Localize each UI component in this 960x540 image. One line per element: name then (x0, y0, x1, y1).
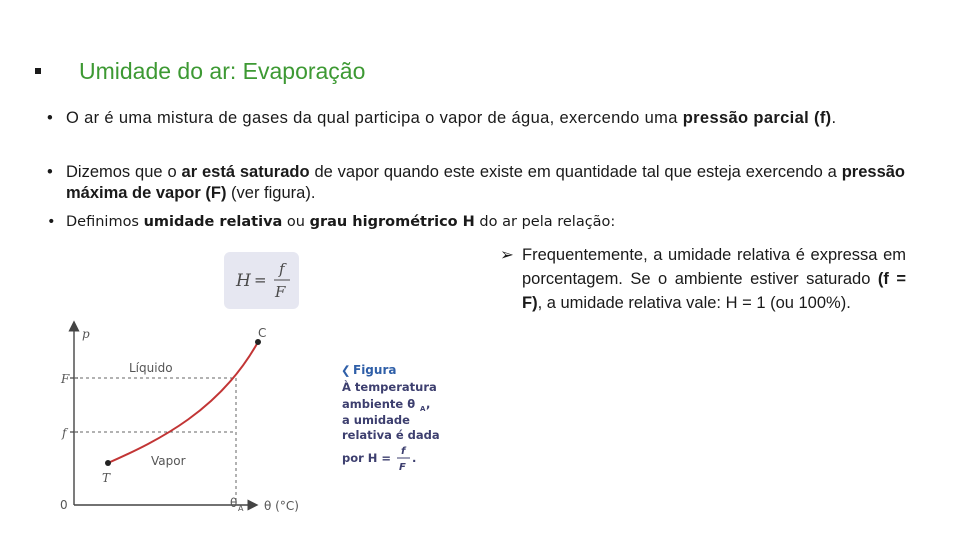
caption-line-5: por H = (342, 451, 392, 465)
tick-f-label: f (62, 426, 67, 440)
bold-term: ar está saturado (181, 163, 310, 181)
caption-marker-icon: ❮ (341, 363, 351, 377)
thetaA-label: θ (230, 496, 238, 510)
tick-F-label: F (61, 372, 70, 386)
caption-end: . (412, 451, 417, 465)
bold-term: pressão parcial (f) (682, 109, 832, 127)
bullet-3: • Definimos umidade relativa ou grau higrométrico H do ar pela relação: (47, 212, 905, 233)
formula-equals: = (254, 271, 267, 289)
formula-denominator: F (275, 283, 286, 301)
caption-numerator: f (401, 446, 406, 457)
origin-label: 0 (60, 498, 68, 512)
side-note: ➢ Frequentemente, a umidade relativa é expressa em porcentagem. Se o ambiente estiver saturado (f = F), a umidade relativa vale: H = 1 (ou 100%). (500, 243, 906, 315)
bold-term: pressão máxima de vapor (F) (66, 163, 906, 202)
bullet-dot: • (47, 214, 56, 230)
formula-h: H (236, 271, 251, 291)
label-T: T (102, 471, 111, 485)
caption-line-2-sub: A (420, 405, 426, 413)
bullet-1: • O ar é uma mistura de gases da qual participa o vapor de água, exercendo uma pressão parcial (f). (47, 109, 837, 127)
slide-title: Umidade do ar: Evaporação (79, 58, 366, 84)
bold-term: grau higrométrico H (309, 214, 475, 230)
formula-numerator: f (279, 260, 285, 278)
region-vapor-label: Vapor (151, 454, 186, 468)
bullet-dot: • (47, 163, 53, 181)
region-liquid-label: Líquido (129, 361, 173, 375)
figure-caption (341, 363, 440, 473)
caption-head: Figura (353, 363, 397, 377)
caption-denominator: F (399, 462, 406, 473)
thetaA-subscript: A (238, 504, 244, 513)
bullet-2: • Dizemos que o ar está saturado de vapor quando este existe em quantidade tal que esteja exercendo a pressão máxima de vapor (F) (ver figura). (47, 163, 906, 202)
caption-line-1: À temperatura (342, 380, 437, 394)
theta-axis-label: θ (°C) (264, 499, 299, 513)
label-C: C (258, 326, 267, 340)
caption-line-2: ambiente θ (342, 397, 416, 411)
point-T (105, 460, 111, 466)
bullet-dot: • (47, 109, 54, 127)
p-axis-label: p (82, 327, 90, 341)
arrow-bullet-icon: ➢ (500, 246, 514, 264)
bold-term: umidade relativa (143, 214, 283, 230)
caption-line-2-end: , (426, 397, 431, 411)
caption-line-4: relativa é dada (342, 428, 440, 442)
caption-line-3: a umidade (342, 413, 410, 427)
